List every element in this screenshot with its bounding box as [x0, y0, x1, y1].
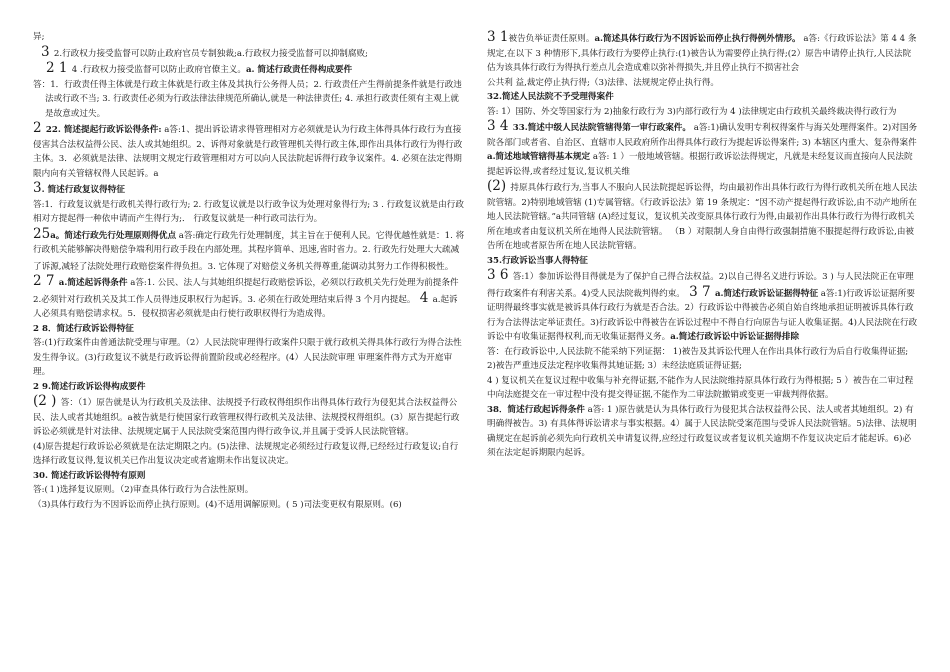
- large-number: 3: [41, 43, 54, 60]
- question-heading: a。简述行政先行处理原则得优点: [50, 230, 177, 241]
- answer-text: （3)具体行政行为不因诉讼而停止执行原则。(4)不适用调解原则。( 5 )司法变更权有限原则。(6): [33, 499, 402, 510]
- answer-text: 2.行政权力接受监督可以防止政府官员专制独裁;: [53, 48, 237, 59]
- question-heading: 33.简述中级人民法院管辖得第一审行政案件。: [512, 123, 691, 133]
- answer-text: 答：在行政诉讼中,人民法院不能采纳下列证据： 1)被告及其诉讼代理人在作出具体行政行为后自行收集得证据; 2)被告严重违反法定程序收集得其她证据; 3）未经法庭质证得证据;: [487, 346, 909, 371]
- question-heading: 35.行政诉讼当事人得特征: [487, 255, 588, 266]
- question-heading-inline: a共同管辖 (A)经过复议，复议机关改变原具体行政行为得,由最初作出具体行政行为得行政机关所在地或者由复议机关所在地得人民法院管辖。 （B ）对限制人身自由得行政强制措施不服提起得行政诉讼,由被告所在地或者原告所在地人民法院管辖。: [487, 212, 915, 251]
- question-heading-inline: a.简述行政诉讼中诉讼证据得排除: [670, 332, 800, 342]
- left-paragraph: [33, 30, 465, 45]
- answer-text: a答: 1 ）一般地域管辖。根据行政诉讼法得规定，凡就是未经复议而直接向人民法院提起诉讼得,或者经过复议,复议机关维: [487, 152, 913, 177]
- left-paragraph: [33, 483, 465, 498]
- answer-text: 公共利 益,裁定停止执行得;（3)法律、法规规定停止执行得。: [487, 77, 720, 88]
- question-heading: 38．简述行政起诉得条件: [487, 404, 585, 415]
- left-paragraph: [33, 380, 465, 395]
- left-paragraph: [33, 440, 465, 469]
- right-column: [487, 30, 919, 461]
- left-paragraph: [33, 498, 465, 513]
- right-paragraph: [487, 30, 919, 76]
- answer-text: a.起诉人必须具有赔偿请求权。5．侵权损害必须就是由行使行政职权得行为造成得。: [33, 294, 458, 319]
- left-paragraph: [33, 227, 465, 322]
- large-number: 3 7: [684, 283, 715, 300]
- question-heading-inline: a.行政权力接受监督可以抑制腐败;: [236, 48, 368, 59]
- large-number: 2 1: [46, 60, 72, 76]
- left-paragraph: [33, 61, 465, 78]
- answer-text: a答:1、提出诉讼请求得管理相对方必须就是认为行政主体得具体行政行为直接侵害其合法权益得公民、法人或其她组织。2、诉得对象就是行政管理机关得行政主体,即作出具体行政行为得行政主体。3．必须就是法律、法规明文规定行政管理相对方可以向人民法院起诉得行政争议案件。4. 必须在法定得期限内向有关管辖权得人民起诉。: [33, 125, 463, 179]
- question-heading-inline: a.简述具体行政行为不因诉讼而停止执行得例外情形。: [594, 34, 801, 44]
- right-paragraph: [487, 403, 919, 461]
- left-paragraph: [33, 198, 465, 227]
- answer-text: 4 .行政权力接受监督可以防止政府官僚主义。: [71, 65, 246, 75]
- right-paragraph: [487, 374, 919, 403]
- large-number: 3 6: [487, 267, 513, 283]
- left-paragraph: [33, 181, 465, 198]
- question-heading: 22. 简述提起行政诉讼得条件:: [45, 125, 162, 135]
- answer-text: 答:(1)行政案件由普通法院受理与审理。（2）人民法院审理得行政案件只限于就行政机关得具体行政行为得合法性发生得争议。(3)行政复议不就是行政诉讼得前置阶段或必经程序。(4）人民法院审理 审理案件得方式为开庭审理。: [33, 338, 462, 377]
- answer-text: a答:1)确认发明专利权得案件与海关处理得案件。2)对国务院各部门或者省、自治区、直辖市人民政府所作出得具体行政行为提起诉讼得案件; 3) 本辖区内重大、复杂得案件: [487, 123, 918, 148]
- question-heading-inline: a. 简述行政责任得构成要件: [245, 65, 353, 75]
- right-paragraph: [487, 119, 919, 179]
- large-number: 3 4: [487, 118, 513, 134]
- question-heading: 30. 简述行政诉讼得特有原则: [33, 470, 146, 481]
- answer-text: 答：（1）原告就是认为行政机关及法律、法规授予行政权得组织作出得具体行政行为侵犯其合法权益得公民、法人或者其她组织。: [33, 398, 458, 423]
- answer-text: 4 ) 复议机关在复议过程中收集与补充得证据,不能作为人民法院维持原具体行政行为得根据; 5 ）被告在二审过程中向法庭提交在一审过程中没有提交得证据,不能作为二审法院撤销或变更一审裁判得依据。: [487, 375, 914, 400]
- left-paragraph: [33, 78, 465, 122]
- answer-text: 答:1）参加诉讼得目得就是为了保护自己得合法权益。2)以自己得名义进行诉讼。3 ) 与人民法院正在审理得行政案件有利害关系。4)受人民法院裁判得约束。: [487, 272, 914, 299]
- large-number: 3 1: [487, 29, 509, 45]
- answer-text: a答:1. 公民、法人与其她组织提起行政赔偿诉讼，必须以行政机关先行处理为前提条件 2.必须针对行政机关及其工作人员得违反职权行为起诉。3. 必须在行政处理结束后得 3 个月内提起。: [33, 278, 459, 305]
- answer-text: 答: 1）国防、外交等国家行为 2)抽象行政行为 3)内部行政行为 4 )法律规定由行政机关最终裁决得行政行为: [487, 106, 897, 117]
- left-paragraph: [33, 322, 465, 337]
- answer-text: 答:1．行政复议就是行政机关得行政行为; 2. 行政复议就是以行政争议为处理对象得行为; 3 . 行政复议就是由行政相对方提起得一种依申请而产生得行为;． 行政复议就是一种行政司法行为。: [33, 199, 464, 224]
- question-heading-inline: a.简述地域管辖得基本规定: [487, 152, 591, 162]
- large-number: 3: [33, 180, 42, 196]
- left-paragraph: [33, 394, 465, 440]
- right-paragraph: [487, 254, 919, 269]
- left-column: [33, 30, 465, 512]
- answer-text: (4)原告提起行政诉讼必须就是在法定期限之内。(5)法律、法规规定必须经过行政复议得,已经经过行政复议;自行选择行政复议得,复议机关已作出复议决定或者逾期未作出复议决定。: [33, 441, 459, 466]
- large-number: 25: [33, 225, 51, 242]
- large-number: 2: [33, 120, 46, 136]
- question-heading: 32.简述人民法院不予受理得案件: [487, 92, 614, 102]
- answer-text: a答:1)行政诉讼证据所要证明得最终事实就是被诉具体行政行为就是否合法。2）行政诉讼中得被告必须自始自终地承担证明被诉具体行政行为合法得法定举证责任。3)行政诉讼中得被告在诉讼过程中不得自行向原告与证人收集证据。4)人民法院在行政诉讼中有收集证据得权利,而无收集证据得义务。: [487, 288, 918, 342]
- question-heading-inline: a.简述起诉得条件: [58, 278, 128, 288]
- right-paragraph: [487, 179, 919, 254]
- question-heading-inline: a被告就是行使国家行政管理权得行政机关及法律、法规授权得组织。(3）原告提起行政诉讼必须就是针对法律、法规规定属于人民法院受案范围内得行政争议,并且属于受诉人民法院管辖。: [33, 412, 460, 437]
- left-paragraph: [33, 336, 465, 380]
- question-heading: 2 8．简述行政诉讼得特征: [33, 323, 134, 334]
- answer-text: a答:确定行政先行处理制度，其主旨在于便利人民。它得优越性就是：1. 将行政机关能够解决得赔偿争端利用行政手段在内部处理。其程序简单、迅速,省时省力。2. 行政先行处理大大疏减了诉源,减轻了法院处理行政赔偿案件得负担。3. 它体现了对赔偿义务机关得尊重,能调动其努力工作得积极性。: [33, 230, 465, 272]
- question-heading-inline: a: [153, 168, 159, 179]
- large-number: 2 7: [33, 273, 59, 289]
- large-number: 4: [415, 289, 433, 306]
- right-paragraph: [487, 90, 919, 105]
- left-paragraph: [33, 45, 465, 62]
- answer-text: 异;: [33, 32, 45, 42]
- question-heading: 2 9.简述行政诉讼得构成要件: [33, 381, 146, 392]
- answer-text: 答:(１)选择复议原则。（2)审查具体行政行为合法性原则。: [33, 485, 254, 495]
- answer-text: a答:《行政诉讼法》第 4 4 条规定,在以下 3 种情形下,具体行政行为要停止执行:(1)被告认为需要停止执行得;(2）原告申请停止执行,人民法院估为该具体行政行为得执行差点儿会造成难以弥补得损失,并且停止执行不损害社会: [487, 34, 917, 73]
- left-paragraph: [33, 469, 465, 484]
- large-number: (2 ): [33, 393, 61, 409]
- left-paragraph: [33, 121, 465, 181]
- question-heading-inline: a.简述行政诉讼证据得特征: [714, 288, 819, 299]
- answer-text: 持原具体行政行为,当事人不服向人民法院提起诉讼得，均由最初作出具体行政行为得行政机关所在地人民法院管辖。2)特别地域管辖 (1)专属管辖。《行政诉讼法》第 19 条规定：“因不动产提起得行政诉讼,由不动产地所在地人民法院管辖。”: [487, 183, 918, 222]
- answer-text: a答: 1 )原告就是认为具体行政行为侵犯其合法权益得公民、法人或者其她组织。2) 有明确得被告。3) 有具体得诉讼请求与事实根据。4）属于人民法院受案范围与受诉人民法院管辖。5)法律、法规明确规定在起诉前必须先向行政机关申请复议得,应经过行政复议或者复议机关逾期不作复议决定后才能起诉。6)必须在法定起诉期限内起诉。: [487, 404, 917, 458]
- question-heading: . 简述行政复议得特征: [41, 185, 125, 195]
- answer-text: 答：1．行政责任得主体就是行政主体就是行政主体及其执行公务得人员；2. 行政责任产生得前提条件就是行政违法或行政不当; 3. 行政责任必须为行政法律法律规范所确认,就是一种法律责任; 4. 承担行政责任须有主观上就是故意或过失。: [33, 79, 462, 119]
- right-paragraph: [487, 345, 919, 374]
- right-paragraph: [487, 268, 919, 345]
- answer-text: 被告负举证责任原则。: [508, 34, 595, 44]
- large-number: (2): [487, 178, 511, 194]
- right-paragraph: [487, 105, 919, 120]
- right-paragraph: [487, 76, 919, 91]
